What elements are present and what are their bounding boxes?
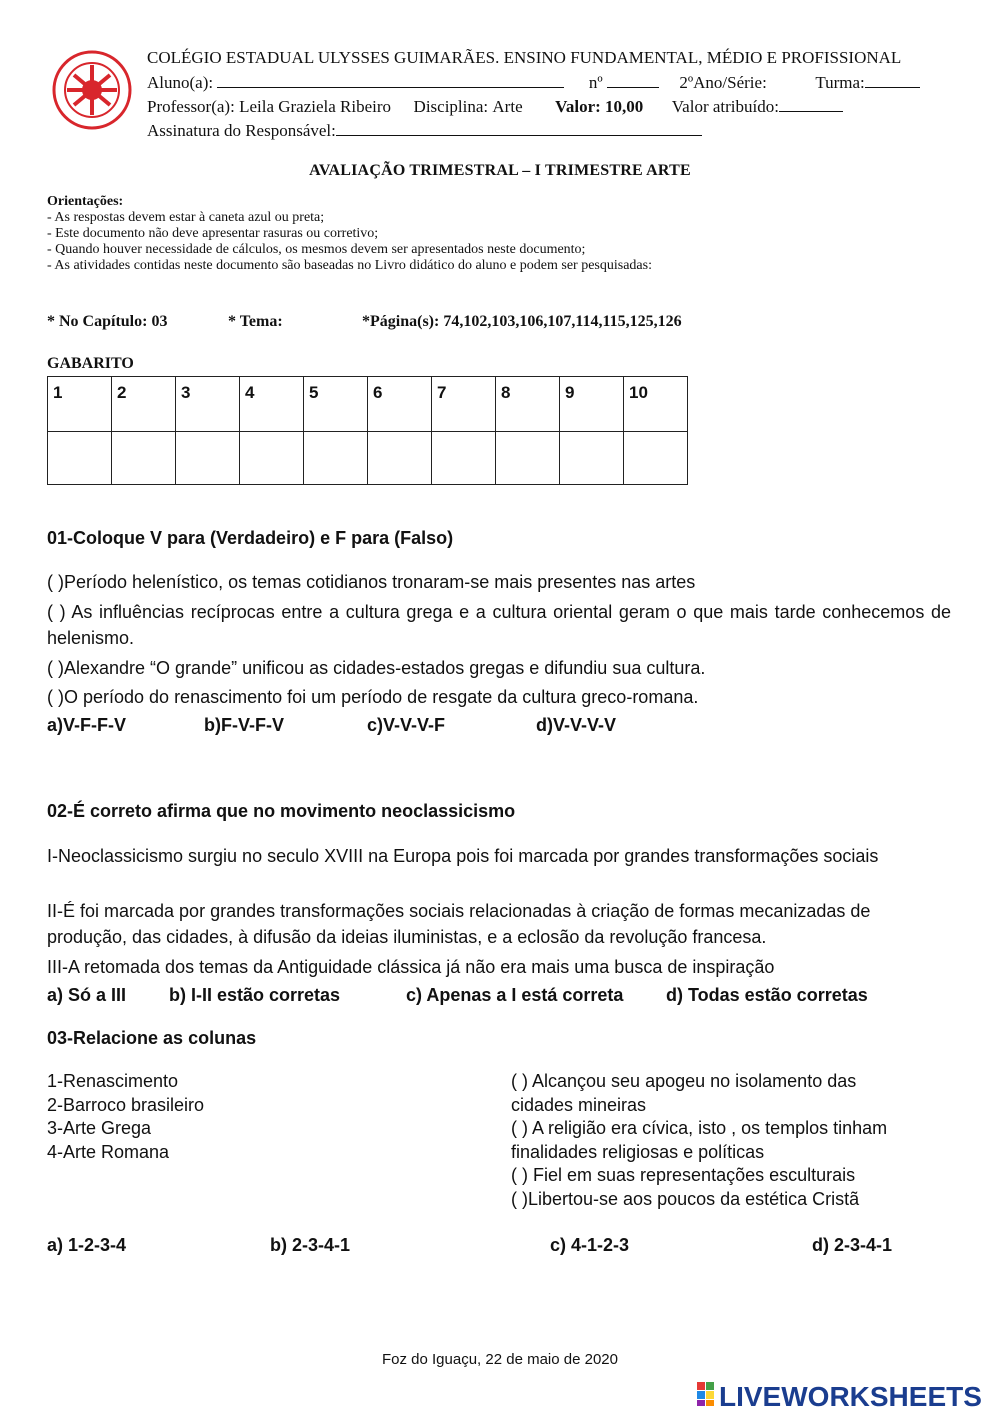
question-1-statement: ( ) As influências recíprocas entre a cultura grega e a cultura oriental geram o que mais tarde conhecemos de helenismo. — [47, 602, 951, 648]
disciplina-label: Disciplina: — [413, 97, 489, 116]
pages: *Página(s): 74,102,103,106,107,114,115,125,126 — [362, 313, 682, 330]
student-line — [147, 72, 920, 93]
column-item: ( ) Fiel em suas representações esculturais — [511, 1165, 856, 1185]
question-3-left-column — [47, 1070, 204, 1164]
liveworksheets-logo — [697, 1379, 997, 1409]
question-1-title: 01-Coloque V para (Verdadeiro) e F para (Falso) — [47, 528, 454, 548]
answer-key-number: 9 — [560, 377, 624, 432]
school-logo — [52, 50, 132, 130]
answer-key-number: 3 — [176, 377, 240, 432]
question-2-statement: II-É foi marcada por grandes transformações sociais relacionadas à criação de formas mecanizadas de produção, das cidades, à difusão da ideias iluministas, e a eclosão da revolução francesa. — [47, 901, 871, 947]
answer-key-number: 1 — [48, 377, 112, 432]
instruction-item: - Quando houver necessidade de cálculos, os mesmos devem ser apresentados neste documento; — [47, 242, 586, 257]
valor-atribuido-label: Valor atribuído: — [671, 97, 779, 116]
instructions-heading: Orientações: — [47, 194, 124, 209]
option-a[interactable]: a) Só a III — [47, 985, 127, 1005]
answer-cell-4[interactable] — [240, 432, 304, 485]
option-b[interactable]: b) 2-3-4-1 — [270, 1235, 351, 1255]
column-item: ( )Libertou-se aos poucos da estética Cristã — [511, 1188, 860, 1209]
theme: * Tema: — [228, 313, 283, 330]
answer-cell-8[interactable] — [496, 432, 560, 485]
answer-key-number: 7 — [432, 377, 496, 432]
answer-key-number: 10 — [624, 377, 688, 432]
question-1-options — [47, 715, 747, 739]
disciplina-value: Arte — [492, 97, 523, 116]
ano-label: 2ºAno/Série: — [679, 73, 767, 92]
option-c[interactable]: c) Apenas a I está correta — [406, 985, 624, 1005]
answer-cell-9[interactable] — [560, 432, 624, 485]
option-d[interactable]: d) Todas estão corretas — [666, 985, 868, 1005]
question-2-statement: III-A retomada dos temas da Antiguidade clássica já não era mais uma busca de inspiração — [47, 957, 775, 977]
option-b[interactable]: b)F-V-F-V — [204, 715, 284, 735]
answer-cell-2[interactable] — [112, 432, 176, 485]
answer-cell-3[interactable] — [176, 432, 240, 485]
column-item: 4-Arte Romana — [47, 1141, 170, 1162]
question-1-statement: ( )Alexandre “O grande” unificou as cidades-estados gregas e difundiu sua cultura. — [47, 658, 706, 678]
instruction-item: - As respostas devem estar à caneta azul ou preta; — [47, 210, 325, 225]
answer-key-table — [47, 376, 688, 485]
answer-key-number: 5 — [304, 377, 368, 432]
brand-name: LIVEWORKSHEETS — [719, 1381, 982, 1409]
chapter-line — [47, 313, 682, 331]
answer-key-number: 2 — [112, 377, 176, 432]
turma-field[interactable] — [865, 72, 920, 88]
answer-cell-10[interactable] — [624, 432, 688, 485]
instruction-item: - As atividades contidas neste documento são baseadas no Livro didático do aluno e podem ser pesquisadas: — [47, 258, 652, 273]
aluno-field[interactable] — [217, 72, 564, 88]
question-2-statement: I-Neoclassicismo surgiu no seculo XVIII na Europa pois foi marcada por grandes transformações sociais — [47, 846, 879, 866]
instructions — [47, 194, 652, 274]
school-name: COLÉGIO ESTADUAL ULYSSES GUIMARÃES. ENSINO FUNDAMENTAL, MÉDIO E PROFISSIONAL — [147, 48, 902, 67]
option-c[interactable]: c)V-V-V-F — [367, 715, 446, 735]
option-d[interactable]: d) 2-3-4-1 — [812, 1235, 893, 1255]
turma-label: Turma: — [815, 73, 865, 92]
answer-key-number: 4 — [240, 377, 304, 432]
question-3-title: 03-Relacione as colunas — [47, 1028, 257, 1048]
column-item: 3-Arte Grega — [47, 1118, 152, 1138]
answer-cell-6[interactable] — [368, 432, 432, 485]
numero-field[interactable] — [607, 72, 659, 88]
answer-cell-5[interactable] — [304, 432, 368, 485]
assinatura-label: Assinatura do Responsável: — [147, 121, 336, 140]
valor-label: Valor: — [555, 97, 601, 116]
option-c[interactable]: c) 4-1-2-3 — [550, 1235, 630, 1255]
question-1-statement: ( )Período helenístico, os temas cotidianos tronaram-se mais presentes nas artes — [47, 572, 696, 592]
question-1-statement: ( )O período do renascimento foi um período de resgate da cultura greco-romana. — [47, 687, 699, 707]
valor-atribuido-field[interactable] — [779, 96, 843, 112]
answer-key-number: 6 — [368, 377, 432, 432]
column-item: cidades mineiras — [511, 1094, 647, 1115]
column-item: 1-Renascimento — [47, 1071, 179, 1091]
column-item: ( ) A religião era cívica, isto , os templos tinham — [511, 1118, 888, 1138]
question-2-options — [47, 985, 947, 1009]
option-a[interactable]: a)V-F-F-V — [47, 715, 126, 735]
liveworksheets-logo-mark — [697, 1379, 997, 1409]
question-2-title: 02-É correto afirma que no movimento neoclassicismo — [47, 801, 516, 821]
answer-key-number: 8 — [496, 377, 560, 432]
chapter: * No Capítulo: 03 — [47, 313, 168, 330]
professor-name: Leila Graziela Ribeiro — [239, 97, 392, 116]
option-a[interactable]: a) 1-2-3-4 — [47, 1235, 127, 1255]
answer-cell-7[interactable] — [432, 432, 496, 485]
option-d[interactable]: d)V-V-V-V — [536, 715, 617, 735]
answer-key-title: GABARITO — [47, 355, 134, 372]
professor-line — [147, 96, 843, 117]
professor-label: Professor(a): — [147, 97, 235, 116]
column-item: 2-Barroco brasileiro — [47, 1094, 205, 1115]
column-item: ( ) Alcançou seu apogeu no isolamento das — [511, 1071, 857, 1091]
column-item: finalidades religiosas e políticas — [511, 1141, 765, 1162]
exam-title: AVALIAÇÃO TRIMESTRAL – I TRIMESTRE ARTE — [309, 162, 691, 179]
footer-date: Foz do Iguaçu, 22 de maio de 2020 — [381, 1351, 618, 1368]
question-3-options — [47, 1235, 947, 1259]
assinatura-field[interactable] — [336, 120, 702, 136]
option-b[interactable]: b) I-II estão corretas — [169, 985, 341, 1005]
instruction-item: - Este documento não deve apresentar rasuras ou corretivo; — [47, 226, 379, 241]
numero-label: nº — [588, 73, 603, 92]
signature-line — [147, 120, 702, 141]
question-3-right-column — [511, 1070, 887, 1211]
valor-value: 10,00 — [605, 97, 644, 116]
answer-cell-1[interactable] — [48, 432, 112, 485]
aluno-label: Aluno(a): — [147, 73, 214, 92]
